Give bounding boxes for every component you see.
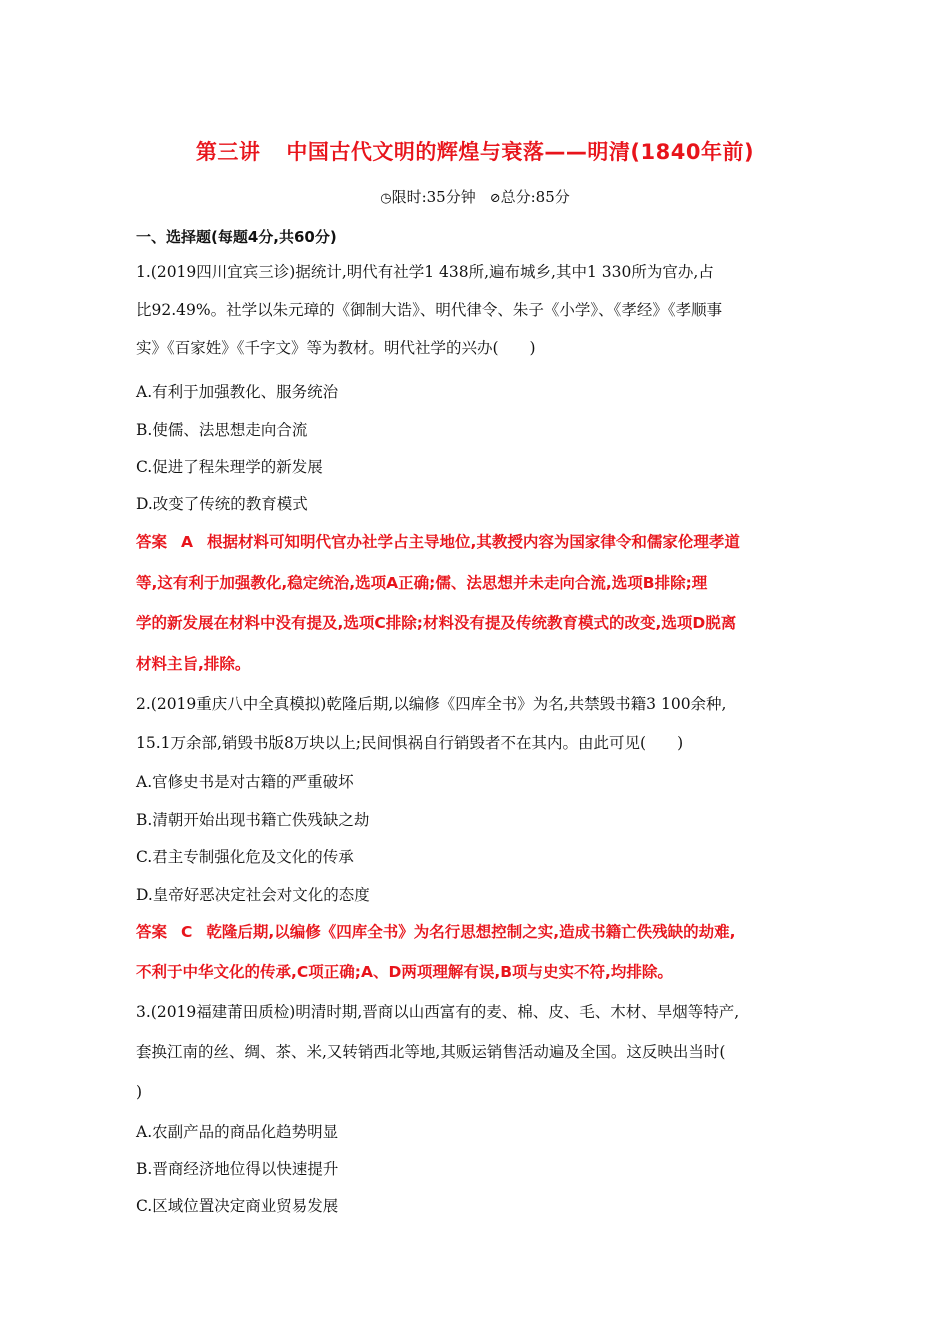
q2-stem-line: 2.(2019重庆八中全真模拟)乾隆后期,以编修《四库全书》为名,共禁毁书籍3 100余种, bbox=[136, 695, 727, 713]
q3-stem-line: ) bbox=[136, 1083, 143, 1101]
q3-option-c: C.区域位置决定商业贸易发展 bbox=[136, 1197, 339, 1215]
clock-icon: ◷ bbox=[380, 191, 392, 206]
total-score: 总分:85分 bbox=[500, 188, 570, 206]
time-limit: 限时:35分钟 bbox=[391, 188, 476, 206]
q3-stem-line: 套换江南的丝、绸、茶、米,又转销西北等地,其贩运销售活动遍及全国。这反映出当时( bbox=[136, 1043, 726, 1061]
q1-answer-label: 答案 bbox=[136, 533, 168, 551]
q1-stem-line: 1.(2019四川宜宾三诊)据统计,明代有社学1 438所,遍布城乡,其中1 330所为官办,占 bbox=[136, 263, 714, 281]
q1-explanation: 根据材料可知明代官办社学占主导地位,其教授内容为国家律令和儒家伦理孝道 bbox=[207, 533, 740, 551]
q1-stem-line: 比92.49%。社学以朱元璋的《御制大诰》、明代律令、朱子《小学》、《孝经》《孝顺事 bbox=[136, 301, 723, 319]
section-heading: 一、选择题(每题4分,共60分) bbox=[136, 228, 337, 246]
check-circle-icon: ⊘ bbox=[489, 191, 501, 206]
q2-answer-label: 答案 bbox=[136, 923, 168, 941]
q1-explanation-line: 材料主旨,排除。 bbox=[136, 655, 251, 673]
title-lecture-number: 第三讲 bbox=[195, 140, 261, 164]
q2-option-d: D.皇帝好恶决定社会对文化的态度 bbox=[136, 886, 370, 904]
q2-option-a: A.官修史书是对古籍的严重破坏 bbox=[136, 773, 354, 791]
exam-meta bbox=[0, 186, 950, 207]
q1-option-a: A.有利于加强教化、服务统治 bbox=[136, 383, 339, 401]
q1-option-d: D.改变了传统的教育模式 bbox=[136, 495, 308, 513]
q1-stem-line: 实》《百家姓》《千字文》等为教材。明代社学的兴办( ) bbox=[136, 339, 536, 357]
q2-answer-line bbox=[136, 922, 826, 942]
q2-option-b: B.清朝开始出现书籍亡佚残缺之劫 bbox=[136, 811, 370, 829]
q2-explanation-line: 不利于中华文化的传承,C项正确;A、D两项理解有误,B项与史实不符,均排除。 bbox=[136, 963, 673, 981]
q2-explanation: 乾隆后期,以编修《四库全书》为名行思想控制之实,造成书籍亡佚残缺的劫难, bbox=[206, 923, 736, 941]
q1-option-c: C.促进了程朱理学的新发展 bbox=[136, 458, 323, 476]
page-title bbox=[0, 136, 950, 166]
q3-option-b: B.晋商经济地位得以快速提升 bbox=[136, 1160, 339, 1178]
q2-option-c: C.君主专制强化危及文化的传承 bbox=[136, 848, 354, 866]
q3-stem-line: 3.(2019福建莆田质检)明清时期,晋商以山西富有的麦、棉、皮、毛、木材、旱烟等特产, bbox=[136, 1003, 740, 1021]
q1-answer-line bbox=[136, 532, 826, 552]
title-topic: 中国古代文明的辉煌与衰落——明清(1840年前) bbox=[286, 140, 755, 164]
q1-explanation-line: 等,这有利于加强教化,稳定统治,选项A正确;儒、法思想并未走向合流,选项B排除;理 bbox=[136, 574, 708, 592]
q1-explanation-line: 学的新发展在材料中没有提及,选项C排除;材料没有提及传统教育模式的改变,选项D脱离 bbox=[136, 614, 737, 632]
q1-option-b: B.使儒、法思想走向合流 bbox=[136, 421, 308, 439]
q3-option-a: A.农副产品的商品化趋势明显 bbox=[136, 1123, 339, 1141]
q2-answer-key: C bbox=[181, 923, 193, 941]
q1-answer-key: A bbox=[181, 533, 194, 551]
q2-stem-line: 15.1万余部,销毁书版8万块以上;民间惧祸自行销毁者不在其内。由此可见( ) bbox=[136, 734, 684, 752]
